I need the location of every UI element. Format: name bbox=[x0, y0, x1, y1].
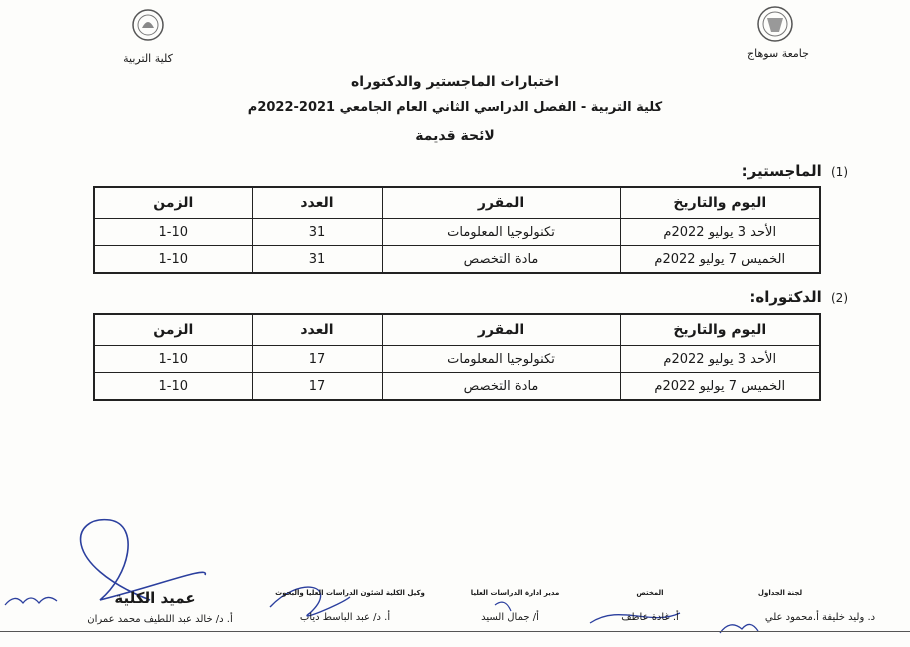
column-header: العدد bbox=[252, 187, 382, 219]
count-cell: 17 bbox=[252, 346, 382, 373]
column-header: اليوم والتاريخ bbox=[620, 314, 820, 346]
table-header-row bbox=[94, 314, 820, 346]
table-header-row bbox=[94, 187, 820, 219]
college-logo bbox=[131, 8, 165, 42]
section-number: (2) bbox=[830, 291, 848, 305]
column-header: الزمن bbox=[94, 187, 252, 219]
university-logo bbox=[755, 4, 795, 44]
dean-name: أ. د/ خالد عبد اللطيف محمد عمران bbox=[87, 614, 233, 625]
time-cell: 1-10 bbox=[94, 373, 252, 401]
column-header: العدد bbox=[252, 314, 382, 346]
section-masters-heading bbox=[742, 162, 848, 180]
column-header: الزمن bbox=[94, 314, 252, 346]
column-header: اليوم والتاريخ bbox=[620, 187, 820, 219]
time-cell: 1-10 bbox=[94, 246, 252, 274]
column-header: المقرر bbox=[382, 314, 620, 346]
vice-dean-name: أ. د/ عبد الباسط دياب bbox=[299, 612, 391, 623]
committee-names: د. وليد خليفة أ.محمود علي bbox=[764, 612, 876, 623]
handwritten-signatures bbox=[0, 505, 910, 647]
course-cell: تكنولوجيا المعلومات bbox=[382, 346, 620, 373]
time-cell: 1-10 bbox=[94, 219, 252, 246]
table-row bbox=[94, 346, 820, 373]
time-cell: 1-10 bbox=[94, 346, 252, 373]
section-label: الدكتوراه: bbox=[749, 288, 822, 306]
date-cell: الأحد 3 يوليو 2022م bbox=[620, 346, 820, 373]
director-title: مدير ادارة الدراسات العليا bbox=[470, 589, 560, 597]
director-name: أ/ جمال السيد bbox=[481, 612, 539, 623]
bottom-divider bbox=[0, 631, 910, 632]
doc-title: اختبارات الماجستير والدكتوراه bbox=[350, 74, 560, 90]
table-row bbox=[94, 219, 820, 246]
college-name: كلية التربية bbox=[123, 52, 173, 65]
committee-title: لجنة الجداول bbox=[757, 589, 803, 597]
vice-dean-title: وكيل الكلية لشئون الدراسات العليا والبحوث bbox=[275, 589, 425, 597]
column-header: المقرر bbox=[382, 187, 620, 219]
section-label: الماجستير: bbox=[741, 162, 822, 180]
specialist-name: أ. غادة عاطف bbox=[621, 612, 679, 623]
course-cell: مادة التخصص bbox=[382, 373, 620, 401]
course-cell: تكنولوجيا المعلومات bbox=[382, 219, 620, 246]
specialist-title: المختص bbox=[636, 589, 664, 597]
date-cell: الخميس 7 يوليو 2022م bbox=[620, 373, 820, 401]
count-cell: 17 bbox=[252, 373, 382, 401]
date-cell: الخميس 7 يوليو 2022م bbox=[620, 246, 820, 274]
doc-subtitle: كلية التربية - الفصل الدراسي الثاني العام الجامعي 2021-2022م bbox=[247, 100, 663, 115]
regulation-label: لائحة قديمة bbox=[415, 128, 495, 144]
table-row bbox=[94, 246, 820, 274]
dean-title: عميد الكلية bbox=[114, 589, 196, 607]
masters-schedule-table bbox=[93, 186, 821, 274]
date-cell: الأحد 3 يوليو 2022م bbox=[620, 219, 820, 246]
university-name: جامعة سوهاج bbox=[747, 47, 809, 60]
course-cell: مادة التخصص bbox=[382, 246, 620, 274]
count-cell: 31 bbox=[252, 219, 382, 246]
table-row bbox=[94, 373, 820, 401]
section-doctorate-heading bbox=[749, 288, 848, 306]
doctorate-schedule-table bbox=[93, 313, 821, 401]
section-number: (1) bbox=[830, 165, 848, 179]
count-cell: 31 bbox=[252, 246, 382, 274]
